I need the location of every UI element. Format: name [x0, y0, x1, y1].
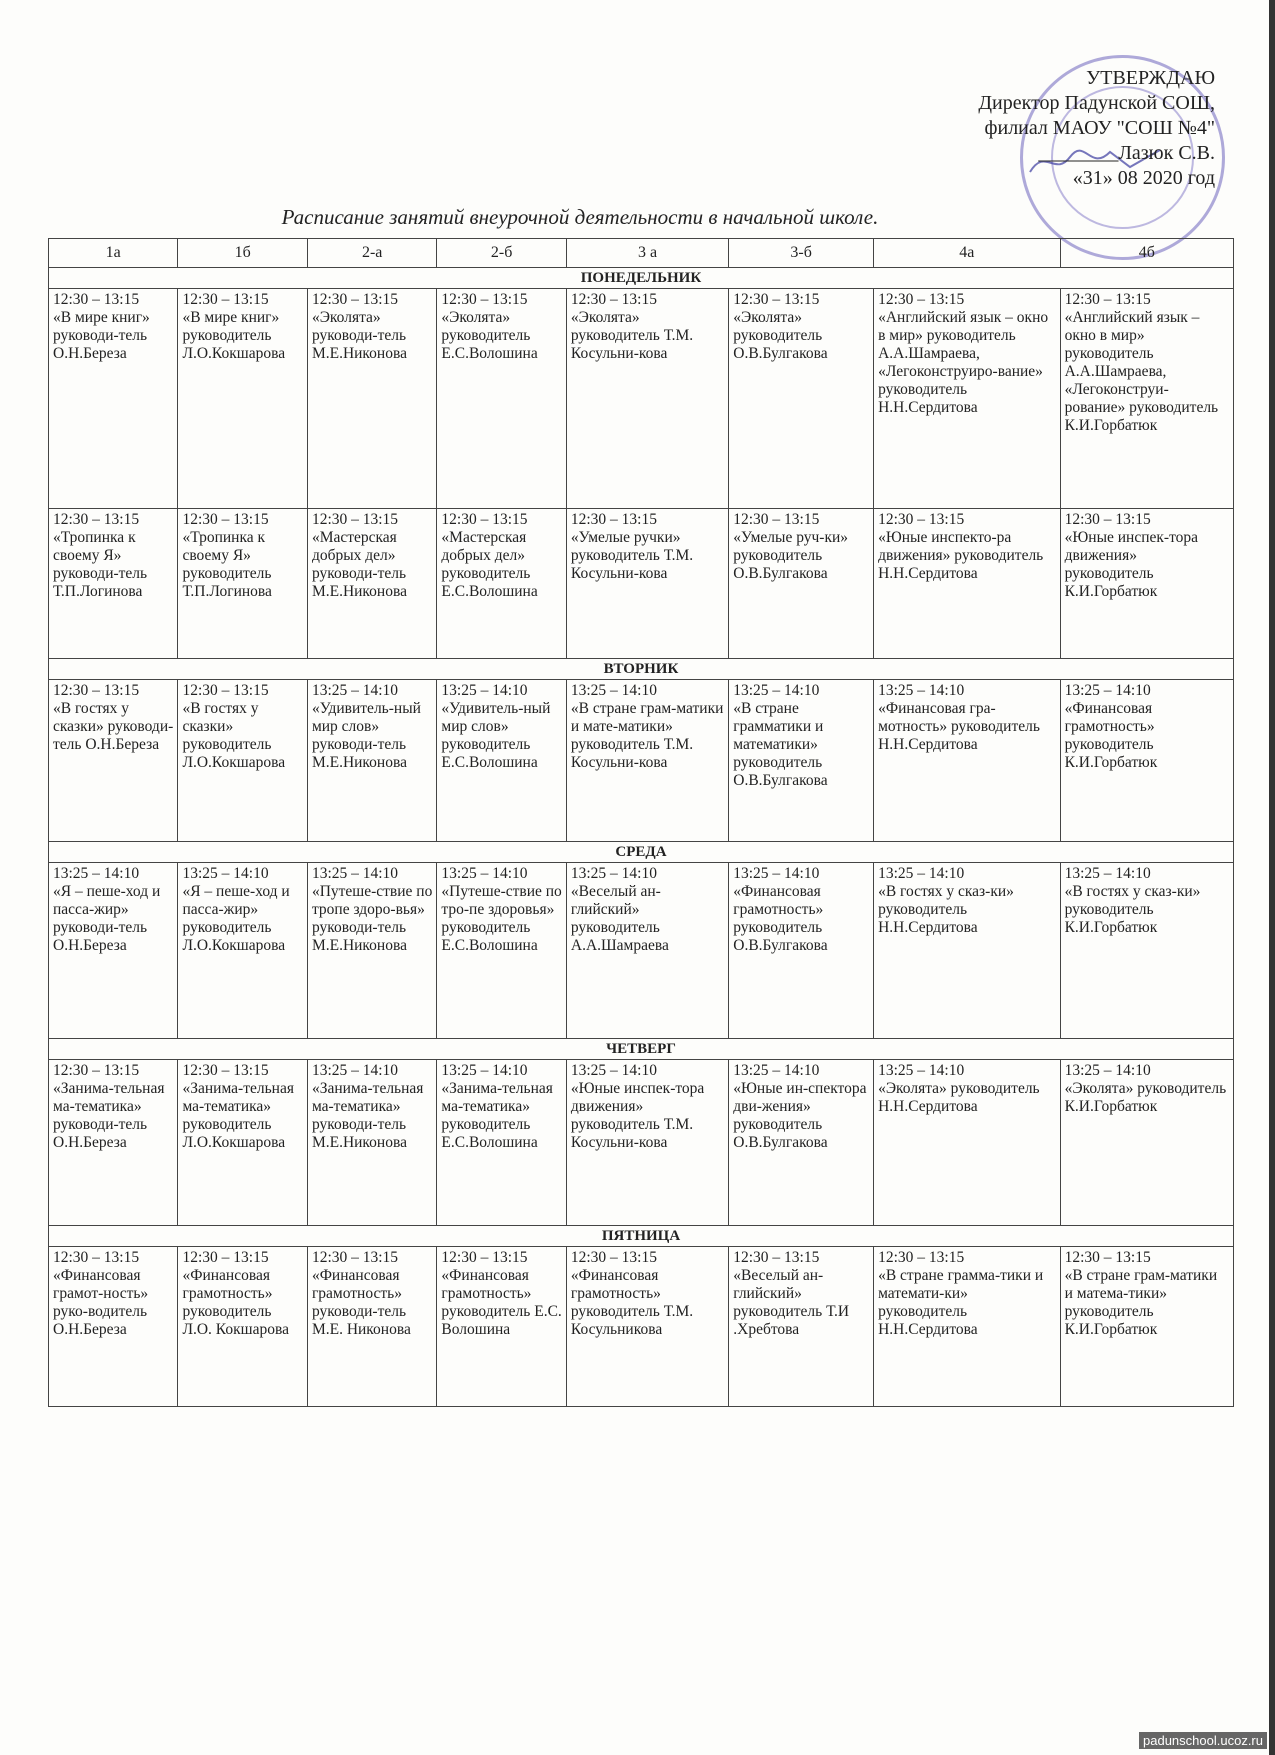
schedule-cell: 12:30 – 13:15 «В стране грам-матики и матема-тики» руководитель К.И.Горбатюк — [1060, 1247, 1233, 1407]
schedule-table — [48, 238, 1234, 1407]
column-header: 3-б — [729, 239, 874, 268]
table-row — [49, 863, 1234, 1039]
approval-block — [978, 66, 1215, 191]
schedule-cell: 12:30 – 13:15 «Умелые ручки» руководитель Т.М. Косульни-кова — [566, 509, 728, 659]
day-row — [49, 659, 1234, 680]
day-heading: ПОНЕДЕЛЬНИК — [49, 268, 1234, 289]
schedule-cell: 12:30 – 13:15 «Английский язык – окно в мир» руководитель А.А.Шамраева, «Легоконструиро-вание» руководитель Н.Н.Сердитова — [874, 289, 1061, 509]
column-header: 2-б — [437, 239, 566, 268]
page-title: Расписание занятий внеурочной деятельности в начальной школе. — [281, 205, 879, 229]
day-row — [49, 842, 1234, 863]
schedule-cell: 12:30 – 13:15 «Тропинка к своему Я» руководи-тель Т.П.Логинова — [49, 509, 178, 659]
column-header: 4а — [874, 239, 1061, 268]
approval-director: Директор Падунской СОШ, — [978, 92, 1215, 114]
schedule-cell: 13:25 – 14:10 «Веселый ан-глийский» руководитель А.А.Шамраева — [566, 863, 728, 1039]
schedule-cell: 13:25 – 14:10 «Занима-тельная ма-тематика» руководитель Е.С.Волошина — [437, 1060, 566, 1226]
schedule-cell: 13:25 – 14:10 «В стране грамматики и математики» руководитель О.В.Булгакова — [729, 680, 874, 842]
schedule-cell: 12:30 – 13:15 «В мире книг» руководи-тель О.Н.Береза — [49, 289, 178, 509]
schedule-cell: 12:30 – 13:15 «Занима-тельная ма-тематика» руководи-тель О.Н.Береза — [49, 1060, 178, 1226]
schedule-cell: 12:30 – 13:15 «В гостях у сказки» руководи-тель О.Н.Береза — [49, 680, 178, 842]
schedule-cell: 12:30 – 13:15 «Английский язык – окно в мир» руководитель А.А.Шамраева, «Легоконструи-рование» руководитель К.И.Горбатюк — [1060, 289, 1233, 509]
day-row — [49, 268, 1234, 289]
schedule-cell: 12:30 – 13:15 «Юные инспекто-ра движения» руководитель Н.Н.Сердитова — [874, 509, 1061, 659]
approval-heading: УТВЕРЖДАЮ — [1086, 67, 1215, 89]
table-row — [49, 1247, 1234, 1407]
column-header: 3 а — [566, 239, 728, 268]
schedule-cell: 13:25 – 14:10 «Эколята» руководитель Н.Н.Сердитова — [874, 1060, 1061, 1226]
schedule-cell: 13:25 – 14:10 «Занима-тельная ма-тематика» руководи-тель М.Е.Никонова — [307, 1060, 436, 1226]
scan-edge — [1269, 0, 1275, 1755]
schedule-cell: 13:25 – 14:10 «В стране грам-матики и мате-матики» руководитель Т.М. Косульни-кова — [566, 680, 728, 842]
header-row — [49, 239, 1234, 268]
table-row — [49, 289, 1234, 509]
schedule-cell: 13:25 – 14:10 «Финансовая грамотность» руководитель О.В.Булгакова — [729, 863, 874, 1039]
column-header: 4б — [1060, 239, 1233, 268]
schedule-cell: 12:30 – 13:15 «Веселый ан-глийский» руководитель Т.И .Хребтова — [729, 1247, 874, 1407]
schedule-cell: 12:30 – 13:15 «Эколята» руководи-тель М.Е.Никонова — [307, 289, 436, 509]
schedule-cell: 13:25 – 14:10 «Эколята» руководитель К.И.Горбатюк — [1060, 1060, 1233, 1226]
day-row — [49, 1226, 1234, 1247]
schedule-cell: 12:30 – 13:15 «Финансовая грамот-ность» руко-водитель О.Н.Береза — [49, 1247, 178, 1407]
schedule-cell: 13:25 – 14:10 «Финансовая гра-мотность» руководитель Н.Н.Сердитова — [874, 680, 1061, 842]
schedule-cell: 12:30 – 13:15 «Финансовая грамотность» руководитель Т.М. Косульникова — [566, 1247, 728, 1407]
schedule-cell: 13:25 – 14:10 «Я – пеше-ход и пасса-жир» руководи-тель О.Н.Береза — [49, 863, 178, 1039]
schedule-cell: 12:30 – 13:15 «Эколята» руководитель О.В.Булгакова — [729, 289, 874, 509]
day-heading: ВТОРНИК — [49, 659, 1234, 680]
schedule-cell: 13:25 – 14:10 «Путеше-ствие по тро-пе здоровья» руководитель Е.С.Волошина — [437, 863, 566, 1039]
column-header: 1б — [178, 239, 307, 268]
schedule-cell: 12:30 – 13:15 «Занима-тельная ма-тематика» руководитель Л.О.Кокшарова — [178, 1060, 307, 1226]
schedule-cell: 12:30 – 13:15 «В стране грамма-тики и математи-ки» руководитель Н.Н.Сердитова — [874, 1247, 1061, 1407]
day-heading: ПЯТНИЦА — [49, 1226, 1234, 1247]
schedule-cell: 12:30 – 13:15 «Мастерская добрых дел» руководи-тель М.Е.Никонова — [307, 509, 436, 659]
schedule-cell: 13:25 – 14:10 «Финансовая грамотность» руководитель К.И.Горбатюк — [1060, 680, 1233, 842]
column-header: 2-а — [307, 239, 436, 268]
schedule-cell: 13:25 – 14:10 «В гостях у сказ-ки» руководитель К.И.Горбатюк — [1060, 863, 1233, 1039]
schedule-cell: 12:30 – 13:15 «В гостях у сказки» руководитель Л.О.Кокшарова — [178, 680, 307, 842]
site-watermark: padunschool.ucoz.ru — [1139, 1732, 1267, 1749]
day-heading: ЧЕТВЕРГ — [49, 1039, 1234, 1060]
schedule-cell: 12:30 – 13:15 «Мастерская добрых дел» руководитель Е.С.Волошина — [437, 509, 566, 659]
schedule-cell: 12:30 – 13:15 «Умелые руч-ки» руководитель О.В.Булгакова — [729, 509, 874, 659]
schedule-cell: 13:25 – 14:10 «Юные инспек-тора движения» руководитель Т.М. Косульни-кова — [566, 1060, 728, 1226]
schedule-cell: 12:30 – 13:15 «В мире книг» руководитель Л.О.Кокшарова — [178, 289, 307, 509]
table-row — [49, 1060, 1234, 1226]
approval-signature-line: ________Лазюк С.В. — [1038, 142, 1215, 164]
table-row — [49, 680, 1234, 842]
column-header: 1а — [49, 239, 178, 268]
schedule-cell: 12:30 – 13:15 «Эколята» руководитель Е.С.Волошина — [437, 289, 566, 509]
schedule-cell: 12:30 – 13:15 «Тропинка к своему Я» руководитель Т.П.Логинова — [178, 509, 307, 659]
schedule-cell: 13:25 – 14:10 «Юные ин-спектора дви-жения» руководитель О.В.Булгакова — [729, 1060, 874, 1226]
schedule-cell: 13:25 – 14:10 «Удивитель-ный мир слов» руководитель Е.С.Волошина — [437, 680, 566, 842]
schedule-cell: 12:30 – 13:15 «Финансовая грамотность» руководитель Л.О. Кокшарова — [178, 1247, 307, 1407]
schedule-cell: 13:25 – 14:10 «В гостях у сказ-ки» руководитель Н.Н.Сердитова — [874, 863, 1061, 1039]
schedule-cell: 13:25 – 14:10 «Путеше-ствие по тропе здоро-вья» руководи-тель М.Е.Никонова — [307, 863, 436, 1039]
schedule-cell: 13:25 – 14:10 «Я – пеше-ход и пасса-жир» руководитель Л.О.Кокшарова — [178, 863, 307, 1039]
schedule-cell: 12:30 – 13:15 «Юные инспек-тора движения» руководитель К.И.Горбатюк — [1060, 509, 1233, 659]
schedule-cell: 12:30 – 13:15 «Финансовая грамотность» руководитель Е.С. Волошина — [437, 1247, 566, 1407]
day-heading: СРЕДА — [49, 842, 1234, 863]
schedule-cell: 13:25 – 14:10 «Удивитель-ный мир слов» руководи-тель М.Е.Никонова — [307, 680, 436, 842]
schedule-cell: 12:30 – 13:15 «Эколята» руководитель Т.М. Косульни-кова — [566, 289, 728, 509]
approval-date: «31» 08 2020 год — [1072, 167, 1215, 189]
approval-branch: филиал МАОУ "СОШ №4" — [984, 117, 1215, 139]
schedule-body — [49, 268, 1234, 1407]
schedule-cell: 12:30 – 13:15 «Финансовая грамотность» руководи-тель М.Е. Никонова — [307, 1247, 436, 1407]
day-row — [49, 1039, 1234, 1060]
table-row — [49, 509, 1234, 659]
